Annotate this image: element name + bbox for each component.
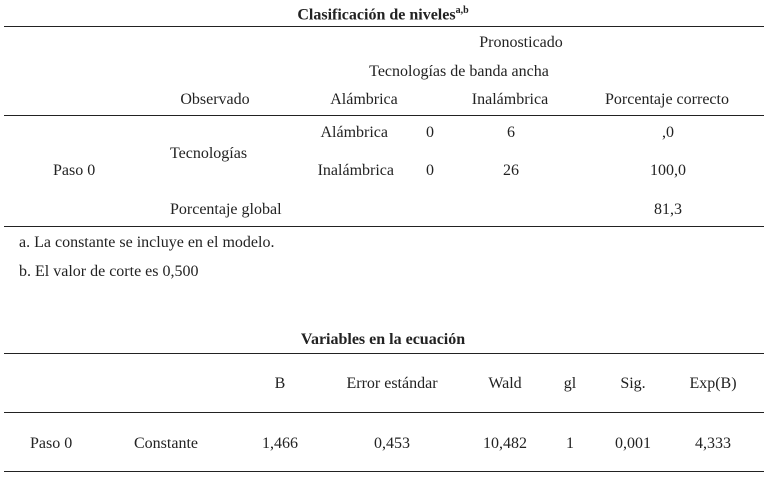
row-alambrica-inalambrica: 6 <box>507 124 515 141</box>
header-observado: Observado <box>180 91 250 108</box>
value-sig: 0,001 <box>615 435 651 452</box>
row-inalambrica-alambrica: 0 <box>426 162 434 179</box>
footnote-b: b. El valor de corte es 0,500 <box>19 263 199 280</box>
table1-top-rule <box>4 26 764 27</box>
row-inalambrica-inalambrica: 26 <box>503 162 519 179</box>
header-porcentaje: Porcentaje correcto <box>605 91 729 108</box>
header-banda-ancha: Tecnologías de banda ancha <box>369 63 549 80</box>
row-tecnologias-label: Tecnologías <box>170 145 248 162</box>
table2-constante-label: Constante <box>134 435 198 452</box>
value-b: 1,466 <box>262 435 298 452</box>
table1-title: Clasificación de niveles$^{a,b}$ <box>297 5 469 24</box>
table2-title: Variables en la ecuación <box>300 331 466 348</box>
row-inalambrica-label: Inalámbrica <box>317 162 394 179</box>
row-inalambrica-porcentaje: 100,0 <box>650 162 686 179</box>
row-global-value: 81,3 <box>654 201 682 218</box>
value-wald: 10,482 <box>483 435 527 452</box>
value-error-estandar: 0,453 <box>374 435 410 452</box>
value-gl: 1 <box>566 435 574 452</box>
table1-header-rule <box>4 115 764 116</box>
table2-paso-label: Paso 0 <box>30 435 73 452</box>
row-global-label: Porcentaje global <box>170 201 282 218</box>
header-b: B <box>274 375 286 392</box>
header-sig: Sig. <box>620 375 646 392</box>
header-expb: Exp(B) <box>689 375 737 392</box>
row-alambrica-porcentaje: ,0 <box>662 124 674 141</box>
header-error-estandar: Error estándar <box>346 375 438 392</box>
row-paso-label: Paso 0 <box>53 162 96 179</box>
footnote-a: a. La constante se incluye en el modelo. <box>19 234 275 251</box>
row-alambrica-label: Alámbrica <box>320 124 388 141</box>
header-pronosticado: Pronosticado <box>479 34 563 51</box>
table1-bottom-rule <box>4 226 764 227</box>
header-gl: gl <box>563 375 577 392</box>
header-alambrica: Alámbrica <box>330 91 398 108</box>
table2-bottom-rule <box>4 471 764 472</box>
table2-header-rule <box>4 412 764 413</box>
header-wald: Wald <box>488 375 522 392</box>
header-inalambrica: Inalámbrica <box>471 91 549 108</box>
row-alambrica-alambrica: 0 <box>426 124 434 141</box>
table2-top-rule <box>4 353 764 354</box>
value-expb: 4,333 <box>695 435 731 452</box>
